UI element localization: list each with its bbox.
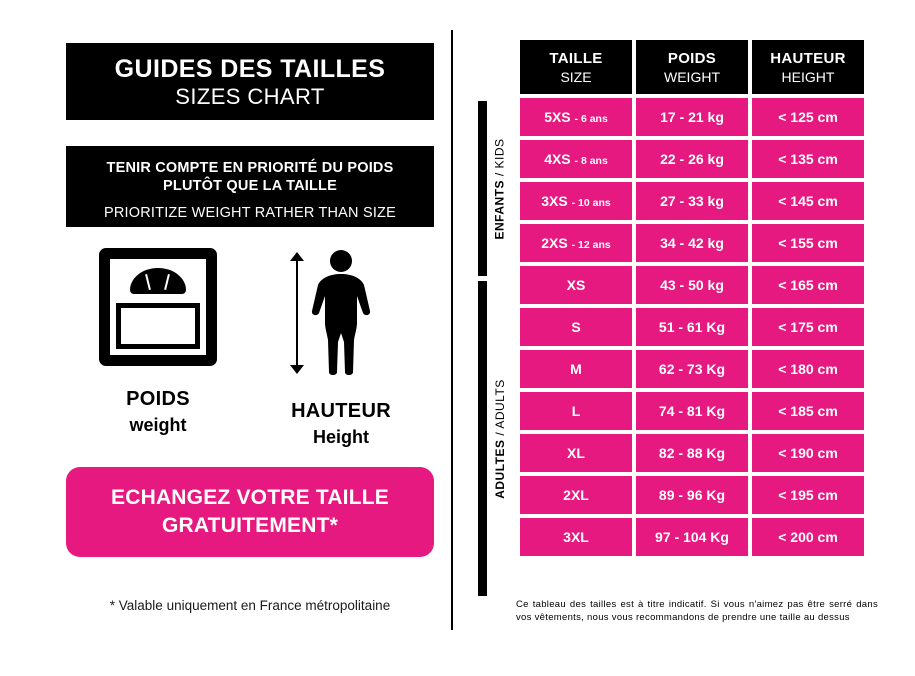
group-kids: ENFANTS / KIDS	[478, 101, 512, 276]
table-row	[520, 266, 864, 304]
cell-size: XL	[520, 434, 632, 472]
group-adults-label-fr: ADULTES	[492, 439, 507, 499]
table-row	[520, 308, 864, 346]
weight-label-fr: POIDS	[126, 388, 190, 410]
cell-size: 3XS - 10 ans	[520, 182, 632, 220]
cell-height: < 165 cm	[752, 266, 864, 304]
weight-label-en: weight	[129, 415, 187, 435]
height-label-en: Height	[313, 427, 369, 447]
cell-size: L	[520, 392, 632, 430]
cell-size: XS	[520, 266, 632, 304]
cta-line1: ECHANGEZ VOTRE TAILLE	[111, 486, 389, 509]
body-height-icon	[276, 248, 406, 378]
table-row	[520, 224, 864, 262]
cta-line2: GRATUITEMENT*	[161, 514, 339, 537]
header-size: TAILLE SIZE	[520, 40, 632, 94]
left-panel	[0, 0, 440, 676]
table-note: Ce tableau des tailles est à titre indicatif. Si vous n'aimez pas être serré dans vos vêtements, nous vous recommandons de prendre une taille au dessus	[516, 599, 878, 623]
cell-weight: 89 - 96 Kg	[636, 476, 748, 514]
exchange-size-cta[interactable]	[66, 467, 434, 557]
cell-size: M	[520, 350, 632, 388]
title-box	[66, 43, 434, 120]
advice-fr-line2: PLUTÔT QUE LA TAILLE	[163, 178, 337, 194]
group-kids-label-en: KIDS	[492, 137, 507, 168]
cell-weight: 34 - 42 kg	[636, 224, 748, 262]
cell-weight: 82 - 88 Kg	[636, 434, 748, 472]
group-bars	[478, 101, 512, 596]
cell-weight: 62 - 73 Kg	[636, 350, 748, 388]
cell-size: 2XL	[520, 476, 632, 514]
footnote: * Valable uniquement en France métropolitaine	[109, 598, 391, 613]
cell-weight: 27 - 33 kg	[636, 182, 748, 220]
cell-size: 3XL	[520, 518, 632, 556]
cell-size: S	[520, 308, 632, 346]
group-kids-label-fr: ENFANTS	[492, 179, 507, 240]
cell-height: < 145 cm	[752, 182, 864, 220]
scale-platform-icon	[116, 303, 200, 349]
advice-en: PRIORITIZE WEIGHT RATHER THAN SIZE	[104, 205, 396, 221]
cell-height: < 180 cm	[752, 350, 864, 388]
table-body	[520, 98, 864, 556]
table-row	[520, 98, 864, 136]
header-weight: POIDS WEIGHT	[636, 40, 748, 94]
advice-fr-line1: TENIR COMPTE EN PRIORITÉ DU POIDS	[106, 160, 394, 176]
cell-weight: 97 - 104 Kg	[636, 518, 748, 556]
vertical-divider	[451, 30, 453, 630]
cell-weight: 17 - 21 kg	[636, 98, 748, 136]
cell-weight: 74 - 81 Kg	[636, 392, 748, 430]
weight-icon-block	[78, 248, 238, 436]
cell-weight: 51 - 61 Kg	[636, 308, 748, 346]
cell-height: < 200 cm	[752, 518, 864, 556]
table-row	[520, 518, 864, 556]
weight-scale-icon	[99, 248, 217, 366]
group-adults-bar	[478, 281, 487, 596]
sizes-table	[516, 36, 868, 560]
cell-weight: 22 - 26 kg	[636, 140, 748, 178]
table-row	[520, 434, 864, 472]
scale-dial-icon	[130, 268, 186, 294]
cell-height: < 185 cm	[752, 392, 864, 430]
header-height: HAUTEUR HEIGHT	[752, 40, 864, 94]
cell-weight: 43 - 50 kg	[636, 266, 748, 304]
page-title-en: SIZES CHART	[175, 84, 325, 109]
cell-size: 4XS - 8 ans	[520, 140, 632, 178]
table-row	[520, 140, 864, 178]
table-row	[520, 350, 864, 388]
group-adults: ADULTES / ADULTS	[478, 281, 512, 596]
page-title-fr: GUIDES DES TAILLES	[114, 55, 386, 83]
cell-height: < 125 cm	[752, 98, 864, 136]
vertical-arrow-icon	[290, 252, 304, 374]
cell-height: < 195 cm	[752, 476, 864, 514]
table-header-row	[520, 40, 864, 94]
table-row	[520, 476, 864, 514]
cell-size: 2XS - 12 ans	[520, 224, 632, 262]
cell-size: 5XS - 6 ans	[520, 98, 632, 136]
icons-row	[66, 248, 434, 448]
cell-height: < 175 cm	[752, 308, 864, 346]
table-row	[520, 392, 864, 430]
group-adults-label-en: ADULTS	[492, 378, 507, 429]
human-figure-icon	[308, 248, 374, 378]
height-icon-block	[261, 248, 421, 448]
table-row	[520, 182, 864, 220]
group-kids-bar	[478, 101, 487, 276]
height-label-fr: HAUTEUR	[291, 400, 391, 422]
advice-box	[66, 146, 434, 227]
cell-height: < 190 cm	[752, 434, 864, 472]
cell-height: < 135 cm	[752, 140, 864, 178]
cell-height: < 155 cm	[752, 224, 864, 262]
